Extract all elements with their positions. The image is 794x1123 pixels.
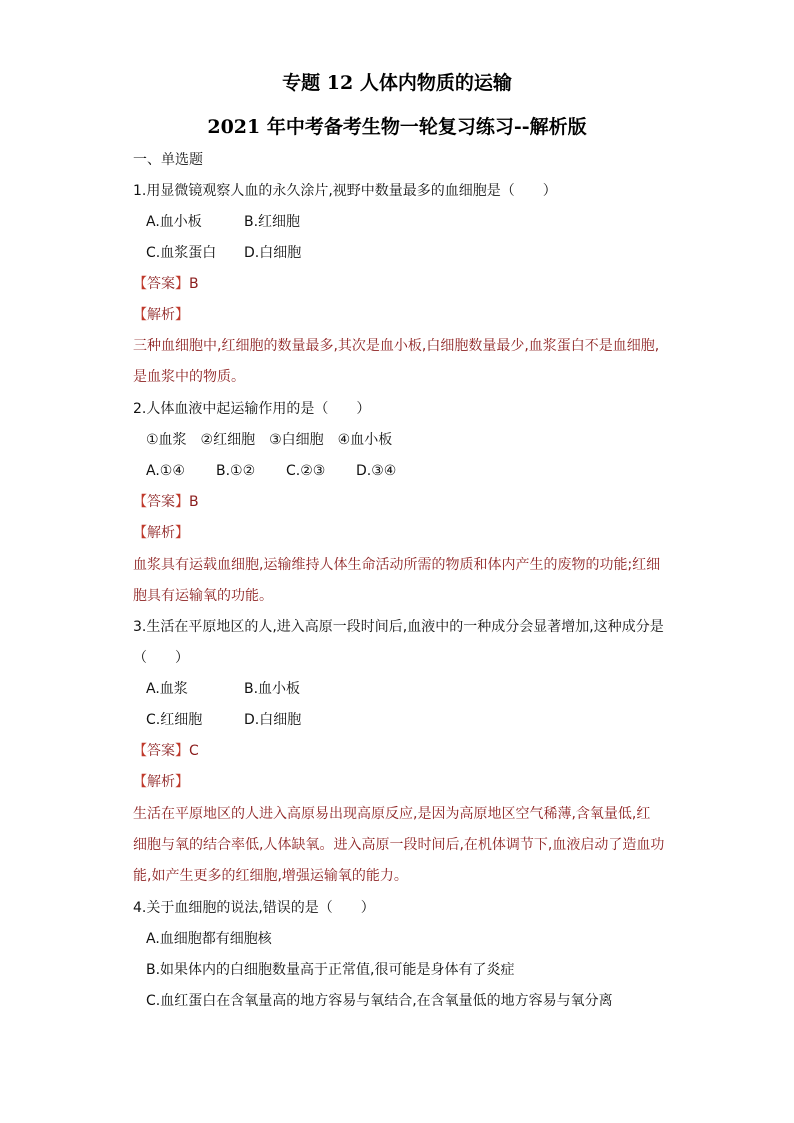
q4-option-c: C.血红蛋白在含氧量高的地方容易与氧结合,在含氧量低的地方容易与氧分离 bbox=[146, 993, 613, 1009]
q1-answer-value: B bbox=[189, 276, 199, 292]
q2-answer: 【答案】B bbox=[133, 494, 199, 510]
q3-stem-2: （ ） bbox=[133, 650, 189, 666]
q2-options bbox=[146, 461, 396, 481]
title-line-1: 专题 12 人体内物质的运输 bbox=[282, 72, 512, 94]
q2-analysis-1: 血浆具有运载血细胞,运输维持人体生命活动所需的物质和体内产生的废物的功能;红细 bbox=[133, 557, 661, 573]
title-line-2: 2021 年中考备考生物一轮复习练习--解析版 bbox=[207, 116, 587, 138]
analysis-label: 解析 bbox=[147, 307, 175, 323]
q1-option-c: C.血浆蛋白 bbox=[146, 245, 217, 261]
q3-options-row1 bbox=[146, 679, 300, 699]
q2-items: ①血浆 ②红细胞 ③白细胞 ④血小板 bbox=[146, 432, 393, 448]
answer-label: 答案 bbox=[147, 276, 175, 292]
q3-analysis-2: 细胞与氧的结合率低,人体缺氧。进入高原一段时间后,在机体调节下,血液启动了造血功 bbox=[133, 837, 665, 853]
q1-options-row1 bbox=[146, 212, 300, 232]
q4-stem: 4.关于血细胞的说法,错误的是（ ） bbox=[133, 900, 375, 916]
q1-answer: 【答案】B bbox=[133, 276, 199, 292]
q1-options-row2 bbox=[146, 243, 301, 263]
q3-answer-value: C bbox=[189, 743, 199, 759]
q3-option-c: C.红细胞 bbox=[146, 712, 203, 728]
q1-analysis-heading: 【解析】 bbox=[133, 307, 189, 323]
q4-option-b: B.如果体内的白细胞数量高于正常值,很可能是身体有了炎症 bbox=[146, 962, 515, 978]
q1-analysis-1: 三种血细胞中,红细胞的数量最多,其次是血小板,白细胞数量最少,血浆蛋白不是血细胞, bbox=[133, 338, 660, 354]
q3-options-row2 bbox=[146, 710, 301, 730]
q2-answer-value: B bbox=[189, 494, 199, 510]
q1-stem: 1.用显微镜观察人血的永久涂片,视野中数量最多的血细胞是（ ） bbox=[133, 183, 557, 199]
q2-option-a: A.①④ bbox=[146, 463, 185, 479]
q2-option-b: B.①② bbox=[216, 463, 256, 479]
q2-option-c: C.②③ bbox=[286, 463, 326, 479]
q3-analysis-1: 生活在平原地区的人进入高原易出现高原反应,是因为高原地区空气稀薄,含氧量低,红 bbox=[133, 806, 651, 822]
q4-option-a: A.血细胞都有细胞核 bbox=[146, 931, 272, 947]
q2-analysis-2: 胞具有运输氧的功能。 bbox=[133, 588, 273, 604]
q3-stem-1: 3.生活在平原地区的人,进入高原一段时间后,血液中的一种成分会显著增加,这种成分是 bbox=[133, 619, 664, 635]
q1-option-a: A.血小板 bbox=[146, 214, 202, 230]
q1-option-b: B.红细胞 bbox=[244, 214, 301, 230]
q3-answer: 【答案】C bbox=[133, 743, 199, 759]
q2-analysis-heading: 【解析】 bbox=[133, 525, 189, 541]
q1-analysis-2: 是血浆中的物质。 bbox=[133, 369, 245, 385]
q2-stem: 2.人体血液中起运输作用的是（ ） bbox=[133, 401, 371, 417]
q3-analysis-heading: 【解析】 bbox=[133, 774, 189, 790]
q3-option-b: B.血小板 bbox=[244, 681, 301, 697]
q2-option-d: D.③④ bbox=[356, 463, 397, 479]
q3-option-d: D.白细胞 bbox=[244, 712, 302, 728]
q1-option-d: D.白细胞 bbox=[244, 245, 302, 261]
q3-analysis-3: 能,如产生更多的红细胞,增强运输氧的能力。 bbox=[133, 868, 408, 884]
section-heading: 一、单选题 bbox=[133, 152, 203, 168]
q3-option-a: A.血浆 bbox=[146, 681, 188, 697]
